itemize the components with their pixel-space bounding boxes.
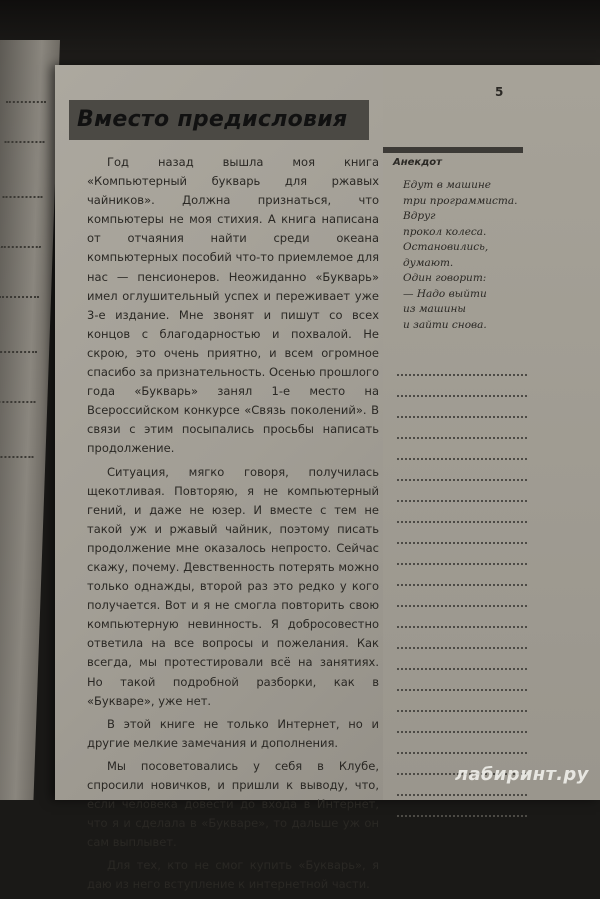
anecdote-line: Один говорит: [403,272,487,284]
page-number: 5 [495,85,504,99]
anecdote-line: прокол колеса. [403,225,487,238]
anecdote-line: Остановились, [403,241,489,253]
book-page [55,65,600,892]
main-text [87,153,379,899]
anecdote-box [393,157,533,333]
anecdote-line: три программиста. Вдруг [403,194,518,222]
anecdote-label: Анекдот [393,157,442,168]
paragraph-1: Год назад вышла моя книга «Компьютерный букварь для ржавых чайников». Должна признаться, что компьютеры не моя стихия. А книга написана от отчаяния найти среди океана компьютерных пособий что-то приемлемое для нас — пенсионеров. Неожиданно «Букварь» имел оглушительный успех и переживает уже 3-е издание. Мне звонят и пишут со всех концов с благодарностью и похвалой. Не скрою, это очень приятно, и всем огромное спасибо за признательность. Осенью прошлого года «Букварь» занял 1-е место на Всероссийском конкурсе «Связь поколений». В связи с этим посыпались просьбы написать продолжение. [87,155,379,456]
paragraph-5: Для тех, кто не смог купить «Букварь», я даю из него вступление к интернетной части. [87,858,379,892]
anecdote-line: — Надо выйти [403,287,487,300]
anecdote-line: и зайти снова. [403,318,487,331]
anecdote-line: из машины [403,303,466,315]
watermark: лабиринт.ру [455,764,589,785]
notes-lines [397,355,527,817]
sidebar-rule [383,147,523,153]
chapter-title: Вместо предисловия [69,100,369,140]
paragraph-3: В этой книге не только Интернет, но и другие мелкие замечания и дополнения. [87,716,379,750]
anecdote-line: Едут в машине [403,179,491,191]
paragraph-4: Мы посоветовались у себя в Клубе, спросили новичков, и пришли к выводу, что, если человека довести до входа в Интернет, что я и сделала в «Букваре», то дальше уж он сам выплывет. [87,758,379,850]
previous-page-edge [0,40,60,800]
paragraph-2: Ситуация, мягко говоря, получилась щекотливая. Повторяю, я не компьютерный гений, и даже не юзер. И вместе с тем не такой уж и ржавый чайник, поэтому писать продолжение мне оказалось непросто. Сейчас скажу, почему. Девственность потерять можно только однажды, второй раз это редко у кого получается. Вот и я не смогла повторить свою компьютерную невинность. Я добросовестно ответила на все вопросы и пожелания. Как всегда, мы протестировали всё на занятиях. Но такой подробной разборки, как в «Букваре», уже нет. [87,464,379,708]
anecdote-line: думают. [403,256,454,269]
